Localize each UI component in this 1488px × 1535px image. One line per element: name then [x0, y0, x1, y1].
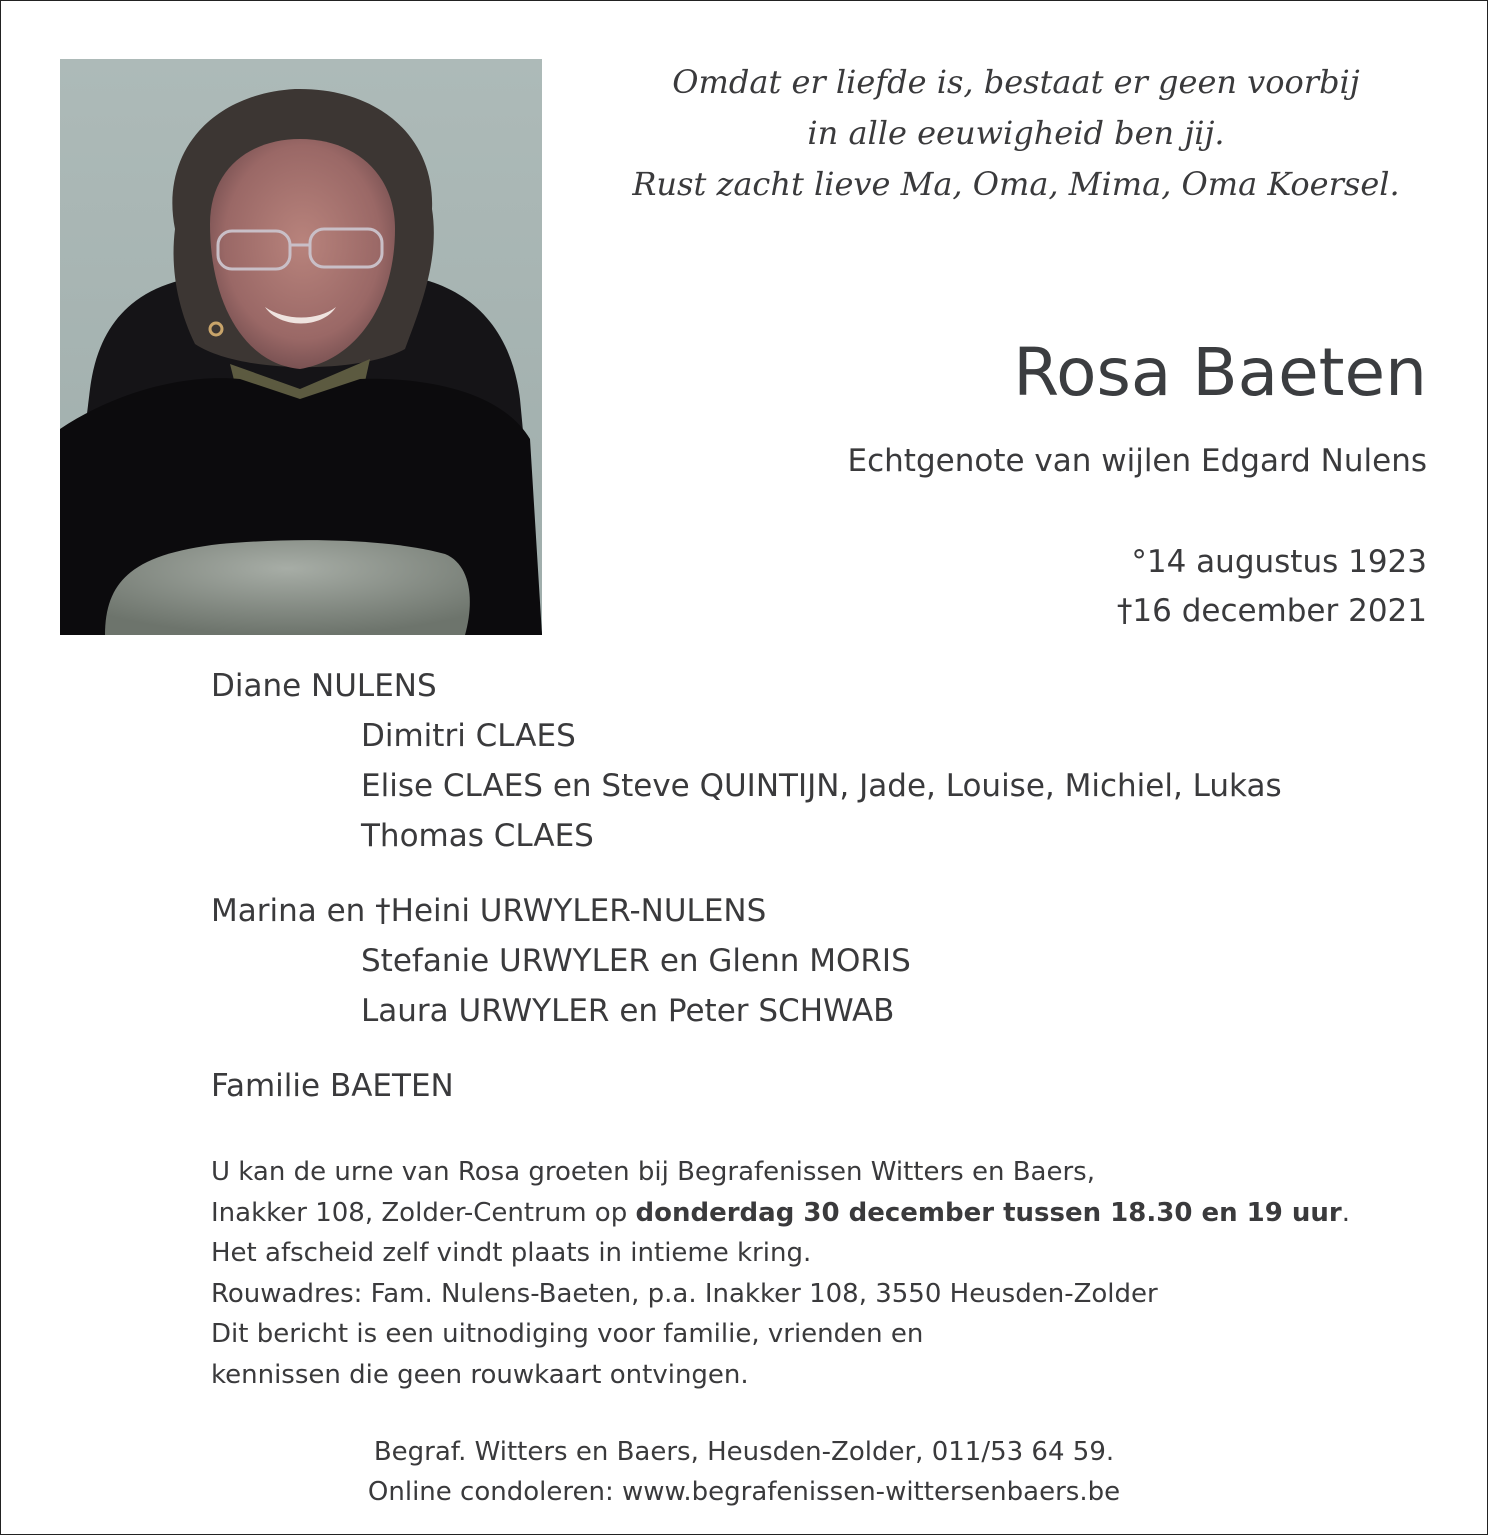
death-date: †16 december 2021	[1116, 593, 1427, 629]
life-dates	[1117, 538, 1427, 636]
notice-line: U kan de urne van Rosa groeten bij Begrafenissen Witters en Baers,	[211, 1157, 1095, 1187]
family-member: Elise CLAES en Steve QUINTIJN, Jade, Louise, Michiel, Lukas	[361, 768, 1282, 804]
funeral-home-footer	[1, 1432, 1487, 1512]
notice-line: kennissen die geen rouwkaart ontvingen.	[211, 1359, 749, 1390]
family-member: Dimitri CLAES	[361, 718, 576, 754]
portrait-photo	[60, 59, 542, 635]
family-head: Familie BAETEN	[211, 1068, 454, 1104]
spouse-line: Echtgenote van wijlen Edgard Nulens	[847, 443, 1427, 479]
family-member: Thomas CLAES	[361, 818, 594, 854]
poem-line: Omdat er liefde is, bestaat er geen voorbij	[672, 63, 1360, 101]
notice-text: Inakker 108, Zolder-Centrum op	[211, 1197, 636, 1228]
poem	[581, 57, 1451, 210]
deceased-name: Rosa Baeten	[1013, 334, 1427, 411]
birth-date: °14 augustus 1923	[1131, 544, 1427, 580]
family-member: Stefanie URWYLER en Glenn MORIS	[361, 943, 911, 979]
family-head: Marina en †Heini URWYLER-NULENS	[211, 893, 767, 929]
notice-text: .	[1341, 1197, 1351, 1228]
poem-line: Rust zacht lieve Ma, Oma, Mima, Oma Koersel.	[632, 165, 1400, 203]
family-head: Diane NULENS	[211, 668, 437, 704]
family-member: Laura URWYLER en Peter SCHWAB	[361, 993, 895, 1029]
poem-line: in alle eeuwigheid ben jij.	[807, 114, 1225, 152]
funeral-notice	[211, 1152, 1350, 1395]
notice-line: Dit bericht is een uitnodiging voor familie, vrienden en	[211, 1319, 924, 1349]
notice-line	[211, 1193, 1350, 1234]
online-condolence-link[interactable]: Online condoleren: www.begrafenissen-wittersenbaers.be	[367, 1477, 1121, 1507]
notice-line: Rouwadres: Fam. Nulens-Baeten, p.a. Inakker 108, 3550 Heusden-Zolder	[211, 1278, 1158, 1309]
notice-date-time: donderdag 30 december tussen 18.30 en 19 uur	[635, 1197, 1342, 1228]
funeral-home-contact: Begraf. Witters en Baers, Heusden-Zolder, 011/53 64 59.	[373, 1437, 1115, 1467]
notice-line: Het afscheid zelf vindt plaats in intieme kring.	[211, 1238, 812, 1268]
